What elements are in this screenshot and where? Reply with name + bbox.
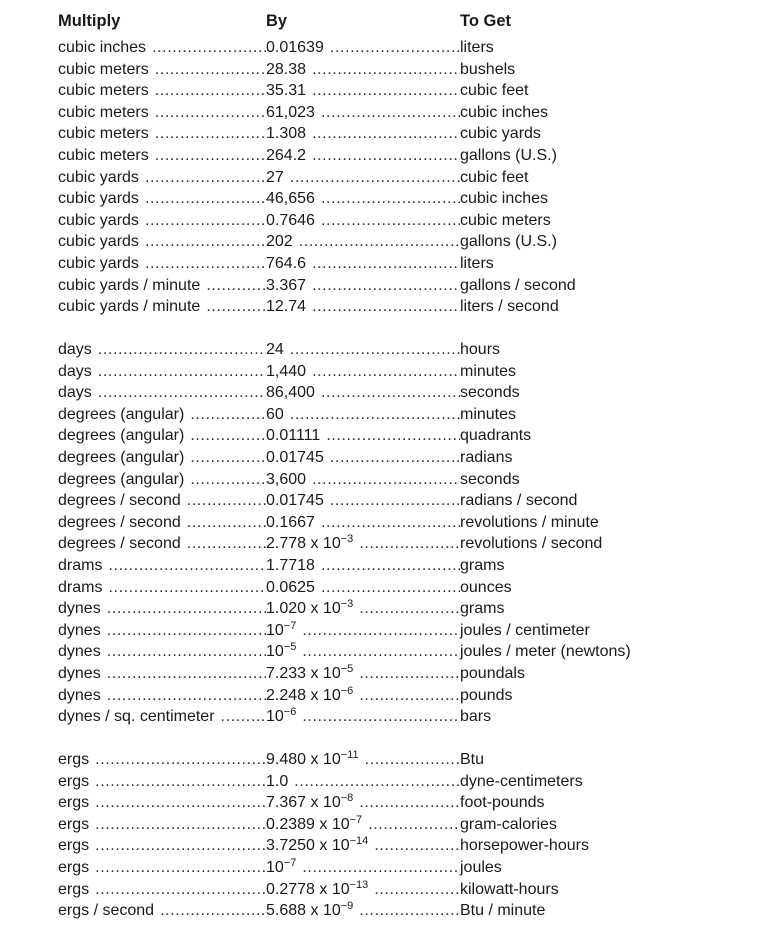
by-cell	[266, 253, 460, 275]
factor-mantissa: 61,023	[266, 103, 315, 121]
multiply-cell	[58, 167, 266, 189]
factor-exponent: −9	[340, 900, 354, 913]
factor-exponent: −5	[340, 662, 354, 675]
multiply-cell	[58, 814, 266, 836]
factor-value	[266, 514, 316, 531]
factor-value	[266, 557, 316, 574]
from-unit: degrees (angular)	[58, 427, 185, 445]
factor-mantissa: 3.7250 x 10	[266, 837, 350, 855]
from-unit: dynes	[58, 664, 101, 682]
conversion-row	[58, 620, 748, 642]
from-unit: dynes / sq. centimeter	[58, 708, 215, 726]
multiply-cell	[58, 835, 266, 857]
conversion-row	[58, 641, 748, 663]
factor-mantissa: 9.480 x 10	[266, 751, 341, 768]
multiply-cell	[58, 641, 266, 663]
conversion-row	[58, 361, 748, 383]
factor-value	[266, 837, 369, 854]
from-unit: cubic yards	[58, 168, 139, 186]
factor-exponent: −7	[283, 856, 297, 869]
conversion-section-cubic	[58, 37, 748, 318]
factor-value	[266, 104, 316, 121]
conversion-section-days-degrees-drams-dynes	[58, 339, 748, 728]
from-unit: ergs	[58, 880, 90, 898]
to-unit: foot-pounds	[460, 794, 545, 812]
from-unit: ergs	[58, 815, 90, 833]
from-unit: degrees / second	[58, 535, 181, 553]
multiply-cell	[58, 749, 266, 771]
conversion-row	[58, 102, 748, 124]
conversion-row	[58, 835, 748, 857]
multiply-cell	[58, 210, 266, 232]
factor-exponent: −14	[349, 835, 369, 848]
conversion-row	[58, 900, 748, 922]
conversion-row	[58, 425, 748, 447]
from-unit: cubic yards / minute	[58, 298, 201, 316]
by-cell	[266, 835, 460, 857]
to-unit: bushels	[460, 60, 516, 78]
factor-exponent: −3	[340, 598, 354, 611]
from-unit: ergs	[58, 837, 90, 855]
by-cell	[266, 857, 460, 879]
to-unit: revolutions / second	[460, 535, 603, 553]
by-cell	[266, 749, 460, 771]
from-unit: days	[58, 384, 92, 402]
factor-mantissa: 0.0625	[266, 578, 315, 596]
conversion-row	[58, 253, 748, 275]
to-unit: joules	[460, 858, 502, 876]
table-header	[58, 12, 748, 34]
multiply-cell	[58, 620, 266, 642]
factor-mantissa: 24	[266, 341, 284, 358]
factor-value	[266, 298, 307, 315]
to-unit: minutes	[460, 405, 517, 423]
to-unit: joules / centimeter	[460, 621, 590, 639]
factor-mantissa: 2.778 x 10	[266, 535, 341, 553]
factor-value	[266, 61, 307, 78]
factor-value	[266, 902, 354, 919]
factor-value	[266, 212, 316, 229]
factor-mantissa: 10	[266, 708, 284, 726]
to-unit: cubic meters	[460, 211, 551, 229]
multiply-cell	[58, 706, 266, 728]
factor-mantissa: 60	[266, 405, 284, 423]
factor-mantissa: 0.01639	[266, 39, 324, 56]
conversion-row	[58, 145, 748, 167]
factor-mantissa: 0.01745	[266, 492, 324, 510]
conversion-row	[58, 231, 748, 253]
factor-mantissa: 764.6	[266, 254, 307, 272]
to-unit: revolutions / minute	[460, 513, 599, 531]
factor-mantissa: 0.2778 x 10	[266, 880, 350, 898]
conversion-row	[58, 80, 748, 102]
from-unit: drams	[58, 578, 103, 596]
by-cell	[266, 167, 460, 189]
by-cell	[266, 771, 460, 793]
factor-value	[266, 813, 363, 833]
to-unit: gallons (U.S.)	[460, 146, 557, 164]
factor-value	[266, 449, 325, 466]
conversion-row	[58, 490, 748, 512]
factor-value	[266, 662, 354, 682]
conversion-row	[58, 533, 748, 555]
to-unit: grams	[460, 556, 505, 574]
factor-exponent: −7	[283, 619, 297, 632]
factor-value	[266, 427, 321, 444]
factor-mantissa: 27	[266, 168, 284, 186]
to-unit: cubic inches	[460, 190, 549, 208]
by-cell	[266, 59, 460, 81]
factor-exponent: −6	[340, 684, 354, 697]
multiply-cell	[58, 469, 266, 491]
multiply-cell	[58, 231, 266, 253]
from-unit: ergs	[58, 794, 90, 812]
conversion-row	[58, 706, 748, 728]
multiply-cell	[58, 685, 266, 707]
by-cell	[266, 685, 460, 707]
by-cell	[266, 512, 460, 534]
from-unit: dynes	[58, 686, 101, 704]
conversion-row	[58, 577, 748, 599]
factor-mantissa: 3,600	[266, 470, 307, 488]
by-cell	[266, 577, 460, 599]
conversion-row	[58, 469, 748, 491]
multiply-cell	[58, 382, 266, 404]
by-cell	[266, 620, 460, 642]
conversion-row	[58, 339, 748, 361]
by-cell	[266, 533, 460, 555]
factor-mantissa: 12.74	[266, 298, 307, 316]
from-unit: ergs	[58, 858, 90, 876]
factor-value	[266, 39, 325, 56]
multiply-cell	[58, 275, 266, 297]
from-unit: dynes	[58, 643, 101, 661]
factor-mantissa: 7.233 x 10	[266, 664, 341, 682]
multiply-cell	[58, 37, 266, 59]
conversion-row	[58, 598, 748, 620]
factor-mantissa: 1,440	[266, 362, 307, 380]
multiply-cell	[58, 857, 266, 879]
to-unit: pounds	[460, 686, 513, 704]
from-unit: cubic yards	[58, 211, 139, 229]
from-unit: cubic meters	[58, 60, 149, 78]
conversion-row	[58, 404, 748, 426]
factor-exponent: −13	[349, 878, 369, 891]
factor-mantissa: 0.2389 x 10	[266, 815, 350, 833]
conversion-row	[58, 188, 748, 210]
multiply-cell	[58, 361, 266, 383]
factor-mantissa: 0.7646	[266, 211, 315, 229]
to-unit: cubic yards	[460, 125, 541, 143]
multiply-cell	[58, 253, 266, 275]
factor-exponent: −7	[349, 813, 363, 826]
from-unit: cubic yards / minute	[58, 276, 201, 294]
multiply-cell	[58, 447, 266, 469]
by-cell	[266, 469, 460, 491]
by-cell	[266, 425, 460, 447]
factor-value	[266, 363, 307, 380]
factor-value	[266, 255, 307, 272]
factor-value	[266, 643, 297, 660]
factor-mantissa: 10	[266, 858, 284, 876]
multiply-cell	[58, 123, 266, 145]
conversion-row	[58, 879, 748, 901]
to-unit: Btu / minute	[460, 902, 546, 920]
by-column-header: By	[266, 12, 288, 30]
conversion-row	[58, 771, 748, 793]
from-unit: cubic yards	[58, 190, 139, 208]
to-unit: liters	[460, 39, 494, 56]
to-unit: liters	[460, 254, 494, 272]
from-unit: days	[58, 341, 92, 358]
to-unit: gallons / second	[460, 276, 576, 294]
by-cell	[266, 706, 460, 728]
by-cell	[266, 275, 460, 297]
to-unit: gallons (U.S.)	[460, 233, 557, 251]
by-cell	[266, 641, 460, 663]
factor-value	[266, 125, 307, 142]
from-unit: ergs	[58, 772, 90, 790]
from-unit: degrees (angular)	[58, 448, 185, 466]
by-cell	[266, 37, 460, 59]
to-unit: joules / meter (newtons)	[460, 643, 631, 661]
factor-value	[266, 684, 354, 704]
by-cell	[266, 361, 460, 383]
conversion-row	[58, 685, 748, 707]
factor-exponent: −5	[283, 641, 297, 654]
factor-mantissa: 28.38	[266, 60, 307, 78]
factor-value	[266, 579, 316, 596]
by-cell	[266, 188, 460, 210]
factor-value	[266, 878, 369, 898]
factor-value	[266, 471, 307, 488]
factor-mantissa: 2.248 x 10	[266, 686, 341, 704]
by-cell	[266, 382, 460, 404]
from-unit: degrees (angular)	[58, 470, 185, 488]
conversion-row	[58, 123, 748, 145]
factor-value	[266, 82, 307, 99]
from-unit: cubic yards	[58, 233, 139, 251]
factor-mantissa: 10	[266, 621, 284, 639]
by-cell	[266, 145, 460, 167]
from-unit: cubic meters	[58, 82, 149, 100]
to-unit: radians	[460, 448, 513, 466]
multiply-cell	[58, 425, 266, 447]
multiply-cell	[58, 663, 266, 685]
from-unit: ergs	[58, 751, 90, 768]
factor-exponent: −6	[283, 706, 297, 719]
from-unit: degrees / second	[58, 513, 181, 531]
from-unit: days	[58, 362, 92, 380]
by-cell	[266, 123, 460, 145]
factor-value	[266, 277, 307, 294]
factor-value	[266, 751, 360, 768]
factor-mantissa: 3.367	[266, 276, 307, 294]
multiply-cell	[58, 771, 266, 793]
factor-value	[266, 233, 294, 250]
factor-mantissa: 7.367 x 10	[266, 794, 341, 812]
conversion-row	[58, 814, 748, 836]
to-unit: ounces	[460, 578, 512, 596]
multiply-cell	[58, 339, 266, 361]
by-cell	[266, 339, 460, 361]
from-unit: cubic meters	[58, 146, 149, 164]
to-unit: grams	[460, 600, 505, 618]
factor-value	[266, 406, 285, 423]
by-cell	[266, 814, 460, 836]
multiply-cell	[58, 555, 266, 577]
factor-value	[266, 147, 307, 164]
conversion-row	[58, 663, 748, 685]
to-unit: seconds	[460, 470, 520, 488]
factor-value	[266, 600, 354, 617]
from-unit: cubic meters	[58, 125, 149, 143]
factor-mantissa: 1.020 x 10	[266, 600, 341, 618]
factor-value	[266, 619, 297, 639]
multiply-cell	[58, 296, 266, 318]
factor-value	[266, 169, 285, 186]
by-cell	[266, 404, 460, 426]
factor-value	[266, 384, 316, 401]
to-unit: cubic feet	[460, 82, 529, 100]
from-unit: cubic yards	[58, 254, 139, 272]
conversion-row	[58, 857, 748, 879]
by-cell	[266, 296, 460, 318]
to-unit: kilowatt-hours	[460, 880, 559, 898]
multiply-cell	[58, 577, 266, 599]
multiply-cell	[58, 404, 266, 426]
by-cell	[266, 792, 460, 814]
to-unit: quadrants	[460, 427, 532, 445]
multiply-cell	[58, 490, 266, 512]
multiply-column-header: Multiply	[58, 12, 121, 30]
multiply-cell	[58, 792, 266, 814]
factor-mantissa: 46,656	[266, 190, 315, 208]
to-get-column-header: To Get	[460, 12, 512, 30]
conversion-row	[58, 382, 748, 404]
factor-mantissa: 264.2	[266, 146, 307, 164]
to-unit: minutes	[460, 362, 517, 380]
multiply-cell	[58, 59, 266, 81]
conversion-row	[58, 512, 748, 534]
to-unit: cubic inches	[460, 103, 549, 121]
from-unit: cubic inches	[58, 39, 147, 56]
from-unit: dynes	[58, 621, 101, 639]
factor-mantissa: 1.7718	[266, 556, 315, 574]
factor-value	[266, 341, 285, 358]
conversion-row	[58, 296, 748, 318]
by-cell	[266, 598, 460, 620]
factor-mantissa: 1.0	[266, 772, 289, 790]
conversion-row	[58, 792, 748, 814]
conversion-row	[58, 37, 748, 59]
to-unit: poundals	[460, 664, 525, 682]
factor-value	[266, 535, 354, 552]
factor-mantissa: 0.1667	[266, 513, 315, 531]
multiply-cell	[58, 102, 266, 124]
conversion-row	[58, 555, 748, 577]
factor-exponent: −3	[340, 533, 354, 546]
conversion-row	[58, 210, 748, 232]
to-unit: seconds	[460, 384, 520, 402]
conversion-row	[58, 749, 748, 771]
factor-mantissa: 86,400	[266, 384, 315, 402]
by-cell	[266, 490, 460, 512]
to-unit: cubic feet	[460, 168, 529, 186]
to-unit: hours	[460, 341, 501, 358]
to-unit: radians / second	[460, 492, 578, 510]
multiply-cell	[58, 598, 266, 620]
factor-mantissa: 0.01745	[266, 448, 324, 466]
by-cell	[266, 80, 460, 102]
multiply-cell	[58, 533, 266, 555]
multiply-cell	[58, 879, 266, 901]
factor-value	[266, 773, 289, 790]
conversion-row	[58, 59, 748, 81]
factor-value	[266, 190, 316, 207]
from-unit: dynes	[58, 600, 101, 618]
multiply-cell	[58, 145, 266, 167]
conversion-row	[58, 167, 748, 189]
multiply-cell	[58, 80, 266, 102]
to-unit: liters / second	[460, 298, 559, 316]
factor-mantissa: 202	[266, 233, 293, 251]
from-unit: cubic meters	[58, 103, 149, 121]
factor-mantissa: 35.31	[266, 82, 307, 100]
conversion-section-ergs	[58, 749, 748, 922]
by-cell	[266, 663, 460, 685]
factor-exponent: −8	[340, 792, 354, 805]
from-unit: degrees (angular)	[58, 405, 185, 423]
to-unit: dyne-centimeters	[460, 772, 583, 790]
factor-exponent: −11	[340, 749, 359, 761]
multiply-cell	[58, 188, 266, 210]
factor-mantissa: 5.688 x 10	[266, 902, 341, 920]
multiply-cell	[58, 512, 266, 534]
factor-mantissa: 0.01111	[266, 427, 321, 445]
factor-value	[266, 708, 297, 725]
from-unit: degrees / second	[58, 492, 181, 510]
to-unit: bars	[460, 708, 492, 726]
to-unit: horsepower-hours	[460, 837, 589, 855]
factor-value	[266, 794, 354, 811]
by-cell	[266, 555, 460, 577]
from-unit: drams	[58, 556, 103, 574]
factor-value	[266, 492, 325, 509]
by-cell	[266, 900, 460, 922]
to-unit: gram-calories	[460, 815, 557, 833]
factor-value	[266, 856, 297, 876]
conversion-row	[58, 275, 748, 297]
by-cell	[266, 210, 460, 232]
from-unit: ergs / second	[58, 902, 155, 920]
by-cell	[266, 231, 460, 253]
multiply-cell	[58, 900, 266, 922]
factor-mantissa: 10	[266, 643, 284, 661]
factor-mantissa: 1.308	[266, 125, 307, 143]
by-cell	[266, 447, 460, 469]
by-cell	[266, 879, 460, 901]
by-cell	[266, 102, 460, 124]
to-unit: Btu	[460, 751, 485, 768]
conversion-row	[58, 447, 748, 469]
